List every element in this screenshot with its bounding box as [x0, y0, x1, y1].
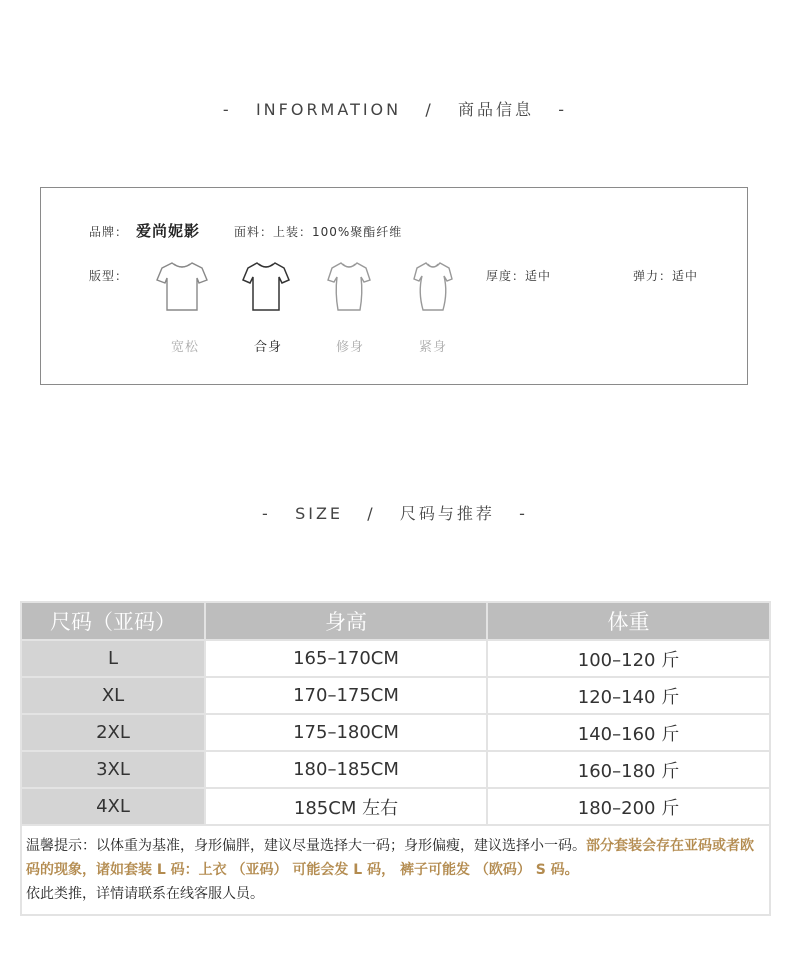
table-row: [21, 640, 770, 677]
size-table: [20, 601, 771, 916]
regular-shirt-icon: [238, 258, 294, 314]
size-cell: 3XL: [21, 751, 205, 788]
height-cell: 170–175CM: [205, 677, 487, 714]
size-note: [21, 825, 770, 915]
thickness-info: 厚度：适中: [486, 269, 552, 283]
brand-label: 品牌：: [89, 225, 129, 239]
height-cell: 165–170CM: [205, 640, 487, 677]
size-cell: 2XL: [21, 714, 205, 751]
table-row: [21, 677, 770, 714]
fit-label: 版型：: [89, 269, 129, 283]
loose-shirt-icon: [154, 258, 210, 314]
size-cell: 4XL: [21, 788, 205, 825]
information-section-title: - INFORMATION / 商品信息 -: [222, 100, 568, 119]
height-cell: 185CM 左右: [205, 788, 487, 825]
tight-shirt-icon: [405, 258, 461, 314]
height-cell: 180–185CM: [205, 751, 487, 788]
fit-option-slim: 修身: [335, 340, 364, 355]
fit-option-loose: 宽松: [170, 340, 199, 355]
weight-cell: 120–140 斤: [487, 677, 770, 714]
product-info-box: [40, 187, 748, 385]
table-row: [21, 751, 770, 788]
size-note-row: [21, 825, 770, 915]
size-section-title: - SIZE / 尺码与推荐 -: [262, 504, 528, 523]
note-highlight: 部分套装会存在亚码或者欧码的现象，诸如套装 L 码：上衣 （亚码） 可能会发 L 码， 裤子可能发 （欧码） S 码。: [26, 838, 754, 878]
weight-cell: 160–180 斤: [487, 751, 770, 788]
weight-cell: 180–200 斤: [487, 788, 770, 825]
note-text: 温馨提示：以体重为基准，身形偏胖，建议尽量选择大一码；身形偏瘦，建议选择小一码。: [26, 838, 586, 854]
weight-cell: 140–160 斤: [487, 714, 770, 751]
height-cell: 175–180CM: [205, 714, 487, 751]
fit-option-regular: 合身: [253, 340, 282, 355]
fabric-info: 面料：上装：100%聚酯纤维: [234, 225, 403, 239]
size-cell: XL: [21, 677, 205, 714]
header-weight: 体重: [487, 602, 770, 640]
size-cell: L: [21, 640, 205, 677]
weight-cell: 100–120 斤: [487, 640, 770, 677]
elasticity-info: 弹力：适中: [633, 269, 699, 283]
header-size: 尺码（亚码）: [21, 602, 205, 640]
note-text-end: 依此类推，详情请联系在线客服人员。: [26, 886, 264, 902]
fit-option-tight: 紧身: [418, 340, 447, 355]
header-height: 身高: [205, 602, 487, 640]
table-row: [21, 714, 770, 751]
slim-shirt-icon: [321, 258, 377, 314]
brand-value: 爱尚妮影: [136, 222, 201, 240]
size-table-header: [21, 602, 770, 640]
table-row: [21, 788, 770, 825]
